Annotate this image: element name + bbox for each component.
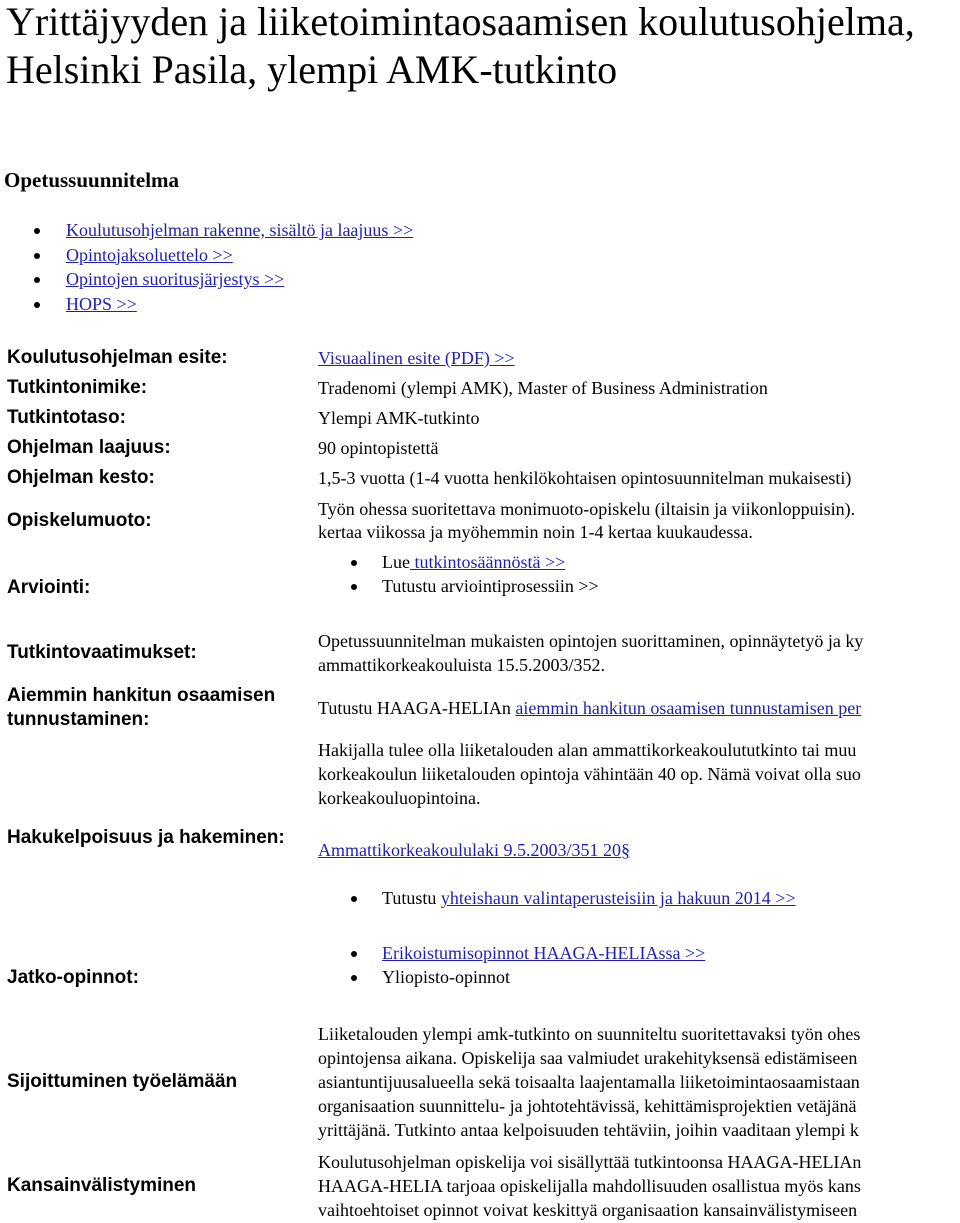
jatko-opinnot-list <box>318 941 705 989</box>
value-sijoittuminen-line: organisaation suunnittelu- ja johtotehtävissä, kehittämisprojektien vetäjänä <box>318 1096 857 1116</box>
toc-link-hops[interactable]: HOPS >> <box>66 293 137 314</box>
link-tutkintosaanto[interactable]: tutkintosäännöstä >> <box>409 552 566 572</box>
label-esite: Koulutusohjelman esite: <box>7 347 228 368</box>
value-opiskelumuoto-line1: Työn ohessa suoritettava monimuoto-opiskelu (iltaisin ja viikonloppuisin). <box>318 499 856 519</box>
list-item: Tutustu arviointiprosessiin >> <box>318 574 599 598</box>
list-item <box>318 941 705 965</box>
section-heading: Opetussuunnitelma <box>4 168 180 192</box>
link-aiemmin-hankittu-osaaminen[interactable]: aiemmin hankitun osaamisen tunnustamisen per <box>515 698 862 718</box>
label-aiemmin-line1: Aiemmin hankitun osaamisen <box>7 685 276 706</box>
label-hakukelpoisuus: Hakukelpoisuus ja hakeminen: <box>7 827 285 848</box>
value-laajuus: 90 opintopistettä <box>318 438 439 458</box>
label-tutkintovaatimukset: Tutkintovaatimukset: <box>7 642 197 663</box>
link-visual-brochure[interactable]: Visuaalinen esite (PDF) >> <box>318 348 515 368</box>
list-item-text: Tutustu <box>382 888 441 908</box>
value-tutkintotaso: Ylempi AMK-tutkinto <box>318 408 480 428</box>
page-title: Yrittäjyyden ja liiketoimintaosaamisen koulutusohjelma, Helsinki Pasila, ylempi AMK-tutkinto <box>6 0 915 92</box>
value-hakukelpoisuus-line2: korkeakoulun liiketalouden opintoja vähintään 40 op. Nämä voivat olla suo <box>318 764 861 784</box>
label-jatko-opinnot: Jatko-opinnot: <box>7 967 139 988</box>
list-item-text: Lue <box>382 552 410 572</box>
label-sijoittuminen: Sijoittuminen työelämään <box>7 1071 238 1092</box>
value-kesto: 1,5-3 vuotta (1-4 vuotta henkilökohtaisen opintosuunnitelman mukaisesti) <box>318 468 852 488</box>
toc-link-opintojaksoluettelo[interactable]: Opintojaksoluettelo >> <box>66 244 233 265</box>
value-opiskelumuoto-line2: kertaa viikossa ja myöhemmin noin 1-4 kertaa kuukaudessa. <box>318 522 753 542</box>
label-tutkintonimike: Tutkintonimike: <box>7 377 148 398</box>
value-kansainvalistyminen-line: Koulutusohjelman opiskelija voi sisällyttää tutkintoonsa HAAGA-HELIAn <box>318 1152 862 1172</box>
value-hakukelpoisuus-line1: Hakijalla tulee olla liiketalouden alan ammattikorkeakoulututkinto tai muu <box>318 740 857 760</box>
value-aiemmin-prefix: Tutustu HAAGA-HELIAn <box>318 698 516 718</box>
label-tutkintotaso: Tutkintotaso: <box>7 407 126 428</box>
list-item: Yliopisto-opinnot <box>318 965 705 989</box>
value-sijoittuminen-line: asiantuntijuusalueella sekä toisaalta laajentamalla liiketoimintaosaamistaan <box>318 1072 860 1092</box>
value-hakukelpoisuus-line3: korkeakouluopintoina. <box>318 788 481 808</box>
value-tutkintovaatimukset-line1: Opetussuunnitelman mukaisten opintojen suorittaminen, opinnäytetyö ja ky <box>318 631 864 651</box>
link-yhteishaku[interactable]: yhteishaun valintaperusteisiin ja hakuun 2014 >> <box>440 888 796 908</box>
toc-item <box>0 218 413 243</box>
label-laajuus: Ohjelman laajuus: <box>7 437 171 458</box>
toc-link-suoritusjarjestys[interactable]: Opintojen suoritusjärjestys >> <box>66 269 285 289</box>
value-kansainvalistyminen-line: vaihtoehtoiset opinnot voivat keskittyä organisaation kansainvälistymiseen <box>318 1200 858 1220</box>
value-sijoittuminen-line: yrittäjänä. Tutkinto antaa kelpoisuuden tehtäviin, joihin vaaditaan ylempi k <box>318 1120 859 1140</box>
value-tutkintonimike: Tradenomi (ylempi AMK), Master of Business Administration <box>318 378 768 398</box>
toc-item <box>0 243 413 268</box>
label-aiemmin-line2: tunnustaminen: <box>7 709 150 730</box>
label-opiskelumuoto: Opiskelumuoto: <box>7 510 152 531</box>
link-amk-laki[interactable]: Ammattikorkeakoululaki 9.5.2003/351 20§ <box>318 840 630 860</box>
value-sijoittuminen-line: opintojensa aikana. Opiskelija saa valmiudet urakehityksensä edistämiseen <box>318 1048 858 1068</box>
label-arviointi: Arviointi: <box>7 577 91 598</box>
value-kansainvalistyminen-line: HAAGA-HELIA tarjoaa opiskelijalla mahdollisuuden osallistua myös kans <box>318 1176 861 1196</box>
toc-item <box>0 267 413 292</box>
label-kansainvalistyminen: Kansainvälistyminen <box>7 1175 197 1196</box>
list-item <box>318 550 599 574</box>
value-tutkintovaatimukset-line2: ammattikorkeakouluista 15.5.2003/352. <box>318 655 605 675</box>
label-kesto: Ohjelman kesto: <box>7 467 155 488</box>
toc-list <box>0 218 413 316</box>
list-item <box>318 886 796 910</box>
toc-link-rakenne[interactable]: Koulutusohjelman rakenne, sisältö ja laajuus >> <box>66 220 414 240</box>
hakukelpoisuus-list <box>318 886 796 910</box>
value-sijoittuminen-line: Liiketalouden ylempi amk-tutkinto on suunniteltu suoritettavaksi työn ohes <box>318 1024 861 1044</box>
toc-item <box>0 292 413 317</box>
link-erikoistumisopinnot[interactable]: Erikoistumisopinnot HAAGA-HELIAssa >> <box>382 943 706 963</box>
arviointi-list <box>318 550 599 598</box>
